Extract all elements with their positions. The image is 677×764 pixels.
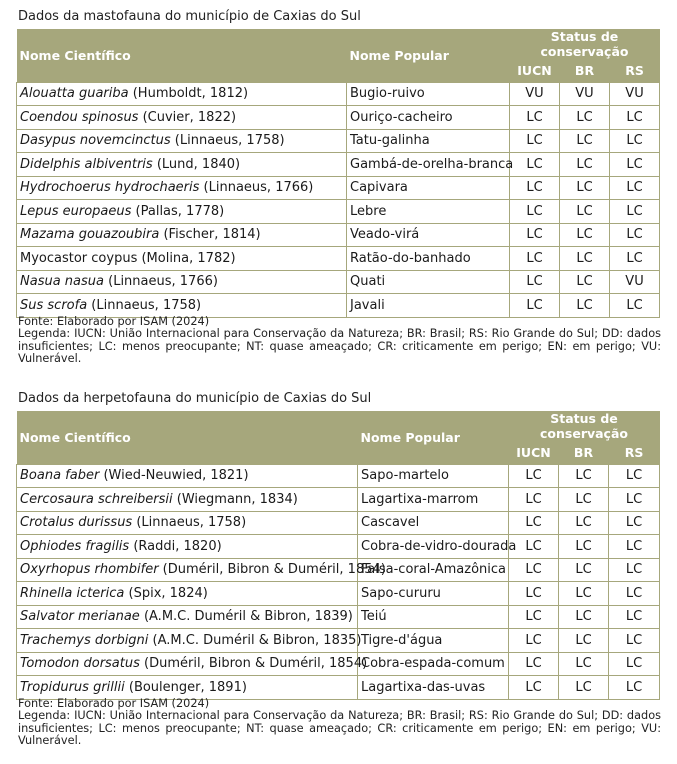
- herpetofauna-source: Fonte: Elaborado por ISAM (2024): [18, 697, 210, 710]
- scientific-name-cell: [17, 106, 347, 130]
- rs-status-cell: LC: [609, 511, 660, 535]
- popular-name-cell: Teiú: [358, 605, 509, 629]
- popular-name-cell: Cobra-de-vidro-dourada: [358, 535, 509, 559]
- iucn-status-cell: LC: [510, 153, 560, 177]
- species-author: (Linnaeus, 1766): [199, 180, 314, 196]
- iucn-status-cell: LC: [509, 488, 559, 512]
- table-row: [17, 176, 660, 200]
- species-author: (Fischer, 1814): [159, 227, 261, 243]
- br-status-cell: LC: [560, 106, 610, 130]
- popular-name-cell: Javali: [347, 294, 510, 318]
- species-name: Oxyrhopus rhombifer: [20, 562, 159, 578]
- scientific-name-cell: [17, 582, 358, 606]
- rs-status-cell: LC: [610, 200, 660, 224]
- herpetofauna-title: Dados da herpetofauna do município de Caxias do Sul: [18, 391, 372, 406]
- table-row: [17, 247, 660, 271]
- species-name: Ophiodes fragilis: [20, 538, 130, 554]
- iucn-status-cell: LC: [510, 294, 560, 318]
- iucn-status-cell: LC: [510, 223, 560, 247]
- popular-name-cell: Falsa-coral-Amazônica: [358, 558, 509, 582]
- mastofauna-source: Fonte: Elaborado por ISAM (2024): [18, 315, 210, 328]
- popular-name-cell: Ratão-do-banhado: [347, 247, 510, 271]
- rs-status-cell: VU: [610, 82, 660, 106]
- iucn-status-cell: LC: [509, 605, 559, 629]
- scientific-name-cell: [17, 82, 347, 106]
- species-name: Sus scrofa: [20, 297, 88, 313]
- table-row: [17, 652, 660, 676]
- herpetofauna-notes: [18, 698, 661, 748]
- iucn-status-cell: LC: [510, 247, 560, 271]
- scientific-name-cell: [17, 676, 358, 700]
- species-name: Coendou spinosus: [20, 109, 139, 125]
- species-name: Boana faber: [20, 468, 100, 484]
- table-row: [17, 605, 660, 629]
- header-iucn: IUCN: [509, 441, 559, 464]
- table-row: [17, 129, 660, 153]
- table-row: [17, 676, 660, 700]
- popular-name-cell: Sapo-martelo: [358, 464, 509, 488]
- scientific-name-cell: [17, 129, 347, 153]
- header-rs: RS: [609, 441, 660, 464]
- iucn-status-cell: LC: [509, 464, 559, 488]
- rs-status-cell: LC: [610, 294, 660, 318]
- rs-status-cell: LC: [609, 464, 660, 488]
- rs-status-cell: LC: [610, 129, 660, 153]
- species-name: Lepus europaeus: [20, 203, 132, 219]
- rs-status-cell: LC: [609, 558, 660, 582]
- popular-name-cell: Cascavel: [358, 511, 509, 535]
- rs-status-cell: LC: [610, 153, 660, 177]
- scientific-name-cell: [17, 558, 386, 582]
- popular-name-cell: Lagartixa-marrom: [358, 488, 509, 512]
- popular-name-cell: Sapo-cururu: [358, 582, 509, 606]
- rs-status-cell: LC: [610, 223, 660, 247]
- popular-name-cell: Lagartixa-das-uvas: [358, 676, 509, 700]
- iucn-status-cell: LC: [509, 582, 559, 606]
- iucn-status-cell: LC: [510, 200, 560, 224]
- rs-status-cell: VU: [610, 270, 660, 294]
- table-row: [17, 558, 660, 582]
- br-status-cell: LC: [559, 511, 609, 535]
- species-name: Tropidurus grillii: [20, 679, 125, 695]
- header-scientific-name: Nome Científico: [17, 29, 347, 82]
- species-name: Dasypus novemcinctus: [20, 133, 171, 149]
- species-author: (Boulenger, 1891): [124, 679, 247, 695]
- table-row: [17, 153, 660, 177]
- species-author: (A.M.C. Duméril & Bibron, 1839): [139, 609, 353, 625]
- rs-status-cell: LC: [609, 652, 660, 676]
- iucn-status-cell: LC: [509, 629, 559, 653]
- table-row: [17, 294, 660, 318]
- species-author: (Cuvier, 1822): [138, 109, 237, 125]
- header-iucn: IUCN: [510, 59, 560, 82]
- br-status-cell: LC: [560, 200, 610, 224]
- br-status-cell: LC: [560, 294, 610, 318]
- species-name: Mazama gouazoubira: [20, 227, 160, 243]
- popular-name-cell: Capivara: [347, 176, 510, 200]
- species-name: Alouatta guariba: [20, 86, 129, 102]
- br-status-cell: LC: [559, 488, 609, 512]
- iucn-status-cell: VU: [510, 82, 560, 106]
- rs-status-cell: LC: [610, 176, 660, 200]
- species-name: Trachemys dorbigni: [20, 632, 149, 648]
- scientific-name-cell: [17, 200, 347, 224]
- scientific-name-cell: [17, 605, 358, 629]
- species-author: (Linnaeus, 1766): [104, 274, 218, 290]
- iucn-status-cell: LC: [509, 676, 559, 700]
- species-author: (Duméril, Bibron & Duméril, 1854): [158, 562, 386, 578]
- mastofauna-table: [16, 29, 660, 318]
- species-name: Cercosaura schreibersii: [20, 491, 173, 507]
- table-row: [17, 270, 660, 294]
- iucn-status-cell: LC: [509, 652, 559, 676]
- br-status-cell: VU: [560, 82, 610, 106]
- rs-status-cell: LC: [609, 535, 660, 559]
- header-popular-name: Nome Popular: [358, 411, 509, 464]
- header-br: BR: [560, 59, 610, 82]
- species-author: (Humboldt, 1812): [128, 86, 249, 102]
- scientific-name-cell: [17, 270, 347, 294]
- table-row: [17, 464, 660, 488]
- table-row: [17, 82, 660, 106]
- species-name: Nasua nasua: [20, 274, 104, 290]
- herpetofauna-legend: Legenda: IUCN: União Internacional para Conservação da Natureza; BR: Brasil; RS: Rio Grande do Sul; DD: dados insuficientes; LC: menos preocupante; NT: quase ameaçado; CR: criticamente em perigo; EN: em perigo; VU: Vulnerável.: [18, 709, 661, 748]
- header-br: BR: [559, 441, 609, 464]
- mastofauna-notes: [18, 316, 661, 366]
- popular-name-cell: Bugio-ruivo: [347, 82, 510, 106]
- br-status-cell: LC: [559, 464, 609, 488]
- br-status-cell: LC: [560, 129, 610, 153]
- br-status-cell: LC: [560, 270, 610, 294]
- rs-status-cell: LC: [610, 247, 660, 271]
- species-author: (Duméril, Bibron & Duméril, 1854): [139, 656, 368, 672]
- species-author: (Spix, 1824): [124, 585, 208, 601]
- scientific-name-cell: [17, 223, 347, 247]
- species-author: Myocastor coypus (Molina, 1782): [20, 250, 236, 266]
- species-name: Tomodon dorsatus: [20, 656, 140, 672]
- table-row: [17, 582, 660, 606]
- scientific-name-cell: [17, 652, 368, 676]
- br-status-cell: LC: [559, 582, 609, 606]
- rs-status-cell: LC: [609, 582, 660, 606]
- br-status-cell: LC: [559, 558, 609, 582]
- br-status-cell: LC: [560, 153, 610, 177]
- species-author: (A.M.C. Duméril & Bibron, 1835): [148, 632, 362, 648]
- header-conservation-status: Status de conservação: [509, 411, 660, 441]
- br-status-cell: LC: [559, 535, 609, 559]
- rs-status-cell: LC: [609, 676, 660, 700]
- table-row: [17, 223, 660, 247]
- popular-name-cell: Tigre-d'água: [358, 629, 509, 653]
- species-author: (Linnaeus, 1758): [170, 133, 285, 149]
- scientific-name-cell: [17, 247, 347, 271]
- header-scientific-name: Nome Científico: [17, 411, 358, 464]
- species-author: (Linnaeus, 1758): [132, 515, 247, 531]
- scientific-name-cell: [17, 176, 347, 200]
- scientific-name-cell: [17, 511, 358, 535]
- br-status-cell: LC: [559, 676, 609, 700]
- popular-name-cell: Ouriço-cacheiro: [347, 106, 510, 130]
- br-status-cell: LC: [560, 247, 610, 271]
- scientific-name-cell: [17, 294, 347, 318]
- popular-name-cell: Tatu-galinha: [347, 129, 510, 153]
- popular-name-cell: Lebre: [347, 200, 510, 224]
- iucn-status-cell: LC: [510, 129, 560, 153]
- table-row: [17, 629, 660, 653]
- table-row: [17, 106, 660, 130]
- table-row: [17, 200, 660, 224]
- species-author: (Pallas, 1778): [131, 203, 225, 219]
- scientific-name-cell: [17, 488, 358, 512]
- table-row: [17, 511, 660, 535]
- popular-name-cell: Quati: [347, 270, 510, 294]
- iucn-status-cell: LC: [509, 511, 559, 535]
- iucn-status-cell: LC: [510, 270, 560, 294]
- species-author: (Linnaeus, 1758): [87, 297, 202, 313]
- header-popular-name: Nome Popular: [347, 29, 510, 82]
- iucn-status-cell: LC: [509, 535, 559, 559]
- rs-status-cell: LC: [609, 629, 660, 653]
- scientific-name-cell: [17, 629, 362, 653]
- iucn-status-cell: LC: [510, 176, 560, 200]
- species-author: (Wiegmann, 1834): [172, 491, 298, 507]
- species-author: (Raddi, 1820): [129, 538, 222, 554]
- species-author: (Lund, 1840): [152, 156, 241, 172]
- br-status-cell: LC: [559, 629, 609, 653]
- scientific-name-cell: [17, 464, 358, 488]
- mastofauna-legend: Legenda: IUCN: União Internacional para Conservação da Natureza; BR: Brasil; RS: Rio Grande do Sul; DD: dados insuficientes; LC: menos preocupante; NT: quase ameaçado; CR: criticamente em perigo; EN: em perigo; VU: Vulnerável.: [18, 327, 661, 366]
- popular-name-cell: Gambá-de-orelha-branca: [347, 153, 510, 177]
- scientific-name-cell: [17, 535, 358, 559]
- species-name: Salvator merianae: [20, 609, 140, 625]
- popular-name-cell: Veado-virá: [347, 223, 510, 247]
- br-status-cell: LC: [559, 605, 609, 629]
- header-conservation-status: Status de conservação: [510, 29, 660, 59]
- species-name: Hydrochoerus hydrochaeris: [20, 180, 200, 196]
- species-name: Crotalus durissus: [20, 515, 133, 531]
- header-rs: RS: [610, 59, 660, 82]
- iucn-status-cell: LC: [509, 558, 559, 582]
- iucn-status-cell: LC: [510, 106, 560, 130]
- rs-status-cell: LC: [609, 605, 660, 629]
- species-author: (Wied-Neuwied, 1821): [99, 468, 249, 484]
- br-status-cell: LC: [560, 176, 610, 200]
- species-name: Didelphis albiventris: [20, 156, 153, 172]
- br-status-cell: LC: [559, 652, 609, 676]
- mastofauna-title: Dados da mastofauna do município de Caxias do Sul: [18, 9, 361, 24]
- herpetofauna-table: [16, 411, 660, 700]
- species-name: Rhinella icterica: [20, 585, 125, 601]
- br-status-cell: LC: [560, 223, 610, 247]
- scientific-name-cell: [17, 153, 347, 177]
- table-row: [17, 488, 660, 512]
- table-row: [17, 535, 660, 559]
- popular-name-cell: Cobra-espada-comum: [358, 652, 509, 676]
- rs-status-cell: LC: [610, 106, 660, 130]
- rs-status-cell: LC: [609, 488, 660, 512]
